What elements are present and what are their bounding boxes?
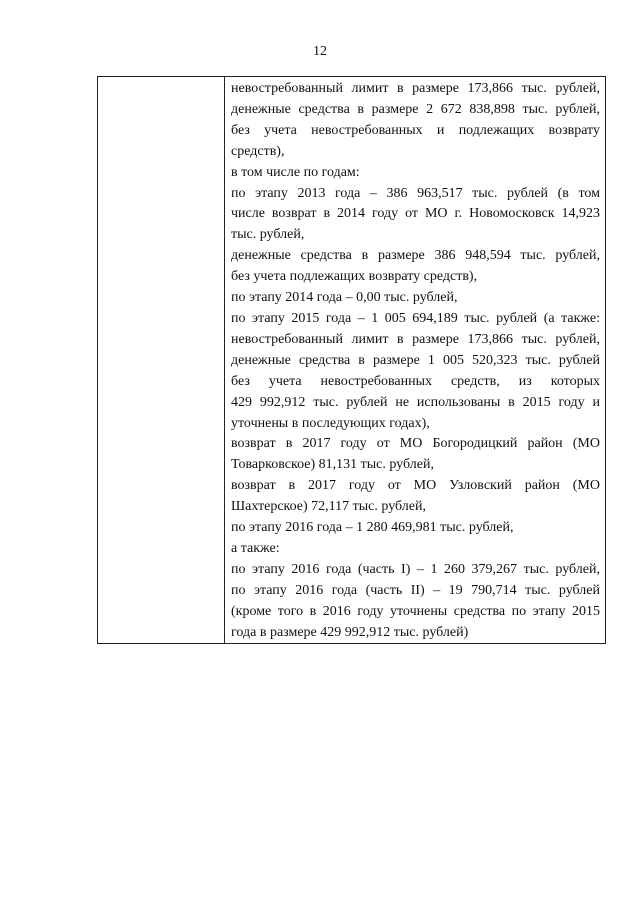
text-line: возврат в 2017 году от МО Узловский район (МО — [231, 478, 600, 494]
text-line: года в размере 429 992,912 тыс. рублей) — [231, 624, 469, 640]
table-cell-left — [98, 77, 225, 644]
text-line: невостребованный лимит в размере 173,866 тыс. рублей, — [231, 81, 600, 96]
text-line: без учета подлежащих возврату средств), — [231, 269, 478, 285]
text-line: по этапу 2014 года – 0,00 тыс. рублей, — [231, 290, 458, 306]
text-line: числе возврат в 2014 году от МО г. Новомосковск 14,923 — [231, 206, 600, 222]
text-line: по этапу 2016 года (часть II) – 19 790,714 тыс. рублей — [231, 582, 600, 598]
text-line: (кроме того в 2016 году уточнены средства по этапу 2015 — [231, 603, 600, 619]
text-line: без учета невостребованных и подлежащих возврату — [231, 122, 600, 138]
text-line: невостребованный лимит в размере 173,866 тыс. рублей, — [231, 331, 600, 347]
text-line: а также: — [231, 540, 280, 556]
text-line: Шахтерское) 72,117 тыс. рублей, — [231, 499, 426, 515]
text-line: денежные средства в размере 1 005 520,323 тыс. рублей — [231, 352, 600, 368]
text-line: по этапу 2016 года (часть I) – 1 260 379,267 тыс. рублей, — [231, 561, 600, 577]
table-row — [98, 77, 606, 644]
text-line: возврат в 2017 году от МО Богородицкий район (МО — [231, 436, 600, 452]
text-line: без учета невостребованных средств, из которых — [231, 373, 600, 389]
text-line: 429 992,912 тыс. рублей не использованы в 2015 году и — [231, 394, 600, 410]
text-line: в том числе по годам: — [231, 164, 360, 180]
content-table — [97, 76, 606, 644]
page-number: 12 — [313, 44, 327, 59]
text-line: денежные средства в размере 386 948,594 тыс. рублей, — [231, 248, 600, 264]
text-line: средств), — [231, 143, 285, 159]
text-line: по этапу 2016 года – 1 280 469,981 тыс. рублей, — [231, 520, 514, 536]
text-line: тыс. рублей, — [231, 227, 305, 243]
text-line: по этапу 2013 года – 386 963,517 тыс. рублей (в том — [231, 185, 600, 201]
text-line: уточнены в последующих годах), — [231, 415, 430, 431]
table-cell-right — [225, 77, 606, 644]
text-line: по этапу 2015 года – 1 005 694,189 тыс. рублей (а также: — [231, 310, 600, 326]
text-line: Товарковское) 81,131 тыс. рублей, — [231, 457, 434, 473]
text-line: денежные средства в размере 2 672 838,898 тыс. рублей, — [231, 101, 600, 117]
